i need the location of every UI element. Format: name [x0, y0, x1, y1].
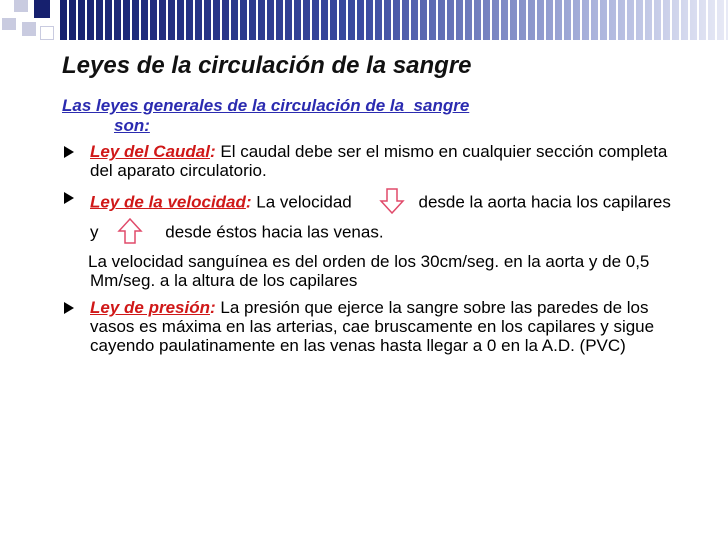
item-sep: :: [209, 142, 216, 161]
triangle-bullet-icon: [64, 146, 74, 158]
list-item: [62, 142, 672, 180]
lead-paragraph: [62, 96, 672, 136]
arrow-up-icon: [117, 218, 143, 248]
item-term: Ley de la velocidad: [90, 192, 246, 212]
triangle-bullet-icon: [64, 192, 74, 204]
lead-line1: Las leyes generales de la circulación de la: [62, 96, 405, 115]
list-item: [62, 188, 672, 248]
list-item: [62, 298, 672, 355]
lead-line1b: sangre: [413, 96, 470, 115]
item-term: Ley del Caudal: [90, 142, 210, 161]
page-title: Leyes de la circulación de la sangre: [62, 52, 472, 79]
item-text: El caudal debe ser el mismo en cualquier sección completa del aparato circulatorio.: [90, 142, 668, 180]
item-text: La presión que ejerce la sangre sobre las paredes de los vasos es máxima en las arterias, cae bruscamente en los capilares y sigue cayendo paulatinamente en las venas hasta llegar a 0 en la A.D. (PVC): [90, 298, 655, 355]
item-term: Ley de presión: [90, 298, 210, 317]
item-text-c: desde éstos hacia las venas.: [165, 222, 384, 242]
item-text-b: desde la aorta hacia los capilares y: [90, 192, 671, 242]
slide-content: [62, 96, 672, 363]
triangle-bullet-icon: [64, 302, 74, 314]
lead-line2: son:: [114, 116, 150, 135]
item-sep: :: [245, 192, 252, 212]
arrow-down-icon: [379, 188, 405, 218]
item-text-a: La velocidad: [251, 192, 352, 212]
decorative-squares: [0, 0, 60, 46]
velocity-note: La velocidad sanguínea es del orden de los 30cm/seg. en la aorta y de 0,5 Mm/seg. a la altura de los capilares: [88, 252, 650, 290]
item-sep: :: [209, 298, 216, 317]
header-banner: [58, 0, 728, 40]
